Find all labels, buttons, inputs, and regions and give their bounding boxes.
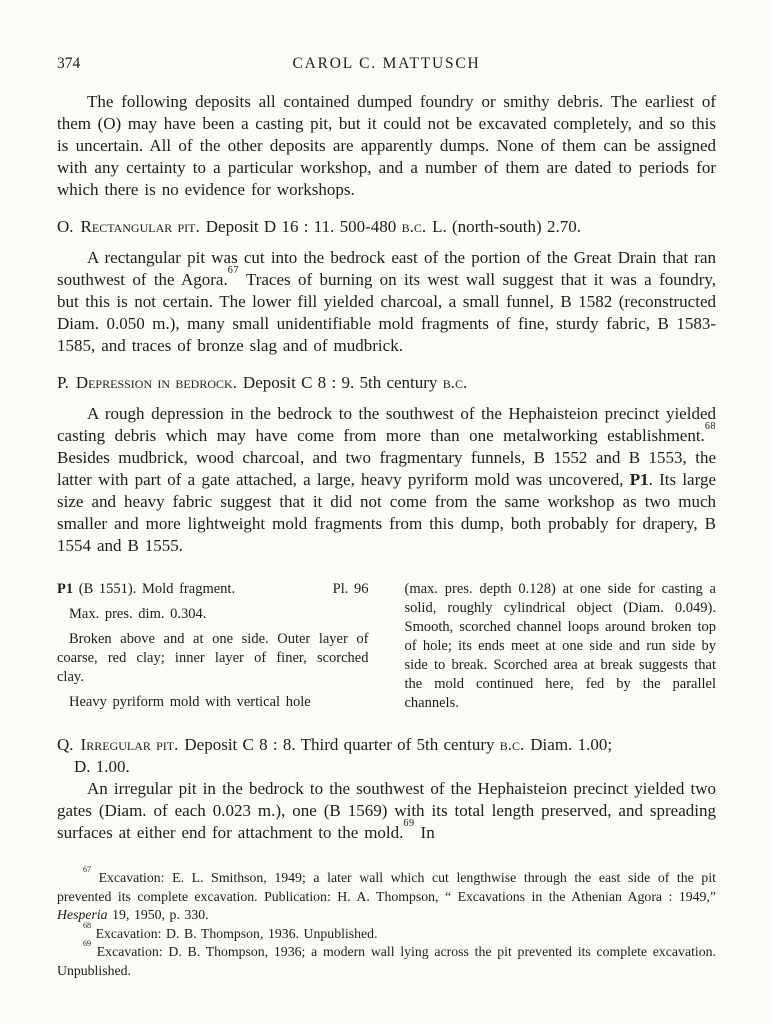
section-q-detail: Deposit C 8 : 8. Third quarter of 5th century xyxy=(184,735,495,754)
footnote-68 xyxy=(57,920,716,944)
catalog-entry-p1 xyxy=(57,580,716,713)
catalog-id-inline: P1 xyxy=(629,470,649,489)
footnote-67-text: Excavation: E. L. Smithson, 1949; a later wall which cut lengthwise through the east side of the pit prevented its complete excavation. Publication: H. A. Thompson, “ Excavations in the Athenian Agora : 1949,” xyxy=(57,870,716,904)
running-head: CAROL C. MATTUSCH xyxy=(292,55,481,72)
section-o-text-1: A rectangular pit was cut into the bedrock east of the portion of the Great Drain that ran southwest of the Agora. xyxy=(57,248,716,289)
section-o-detail: Deposit D 16 : 11. 500-480 xyxy=(205,217,397,236)
bc-abbr: b.c. xyxy=(442,373,468,392)
section-q-text-2: In xyxy=(420,823,435,842)
section-q-letter: Q. xyxy=(57,735,74,754)
section-q-paragraph xyxy=(57,778,716,844)
bc-abbr: b.c. xyxy=(401,217,427,236)
catalog-right-column xyxy=(405,580,717,713)
footnote-ref-69: 69 xyxy=(403,818,415,830)
section-o-paragraph xyxy=(57,247,716,357)
footnote-67-journal: Hesperia xyxy=(57,907,108,922)
footnote-69 xyxy=(57,939,716,980)
section-q-detail-post: Diam. 1.00; xyxy=(530,735,613,754)
footnote-68-number: 68 xyxy=(83,920,91,930)
section-p-letter: P. xyxy=(57,373,69,392)
catalog-entry-title xyxy=(57,580,235,599)
footnote-67 xyxy=(57,865,716,925)
section-p-text-1: A rough depression in the bedrock to the southwest of the Hephaisteion precinct yielded casting debris which may have come from more than one metalworking establishment. xyxy=(57,404,716,445)
page-header xyxy=(57,55,716,72)
catalog-dimensions: Max. pres. dim. 0.304. xyxy=(69,606,207,622)
footnote-ref-67: 67 xyxy=(227,265,239,277)
footnote-68-text: Excavation: D. B. Thompson, 1936. Unpublished. xyxy=(95,925,378,941)
section-q-heading xyxy=(57,734,716,778)
section-p-heading xyxy=(57,372,716,394)
footnote-67-number: 67 xyxy=(83,865,91,875)
catalog-title-rest: (B 1551). Mold fragment. xyxy=(73,581,236,597)
section-q-heading-line2: D. 1.00. xyxy=(74,757,130,776)
section-o-detail-post: L. (north-south) 2.70. xyxy=(432,217,581,236)
catalog-entry-head xyxy=(57,580,369,599)
footnote-ref-68: 68 xyxy=(704,421,716,433)
footnote-69-number: 69 xyxy=(83,939,91,949)
footnote-69-text: Excavation: D. B. Thompson, 1936; a modern wall lying across the pit prevented its complete excavation. Unpublished. xyxy=(57,944,716,978)
catalog-description-right: (max. pres. depth 0.128) at one side for casting a solid, roughly cylindrical object (Diam. 0.049). Smooth, scorched channel loops around broken top of hole; its ends meet at one side and run side by side to break. Scorched area at break suggests that the mold continued here, fed by the parallel channels. xyxy=(404,581,716,711)
bc-abbr: b.c. xyxy=(499,735,525,754)
page-number: 374 xyxy=(57,55,81,72)
catalog-id: P1 xyxy=(57,581,74,597)
footnote-67-text-2: 19, 1950, p. 330. xyxy=(107,907,209,922)
section-p-text-3: . Its large size and heavy fabric suggest that it did not come from the same workshop as two much smaller and more lightweight mold fragments from this dump, both probably for drapery, B 1554 and B 1555. xyxy=(57,470,716,555)
footnotes-block xyxy=(57,865,716,980)
section-o-letter: O. xyxy=(57,217,74,236)
section-p-paragraph xyxy=(57,403,716,557)
section-p-text-2: Besides mudbrick, wood charcoal, and two fragmentary funnels, B 1552 and B 1553, the latter with part of a gate attached, a large, heavy pyriform mold was uncovered, xyxy=(57,448,716,489)
plate-reference: Pl. 96 xyxy=(332,581,369,597)
catalog-left-column xyxy=(57,580,369,713)
section-q-heading-block xyxy=(57,734,716,778)
section-q-title: Irregular pit. xyxy=(80,735,179,754)
catalog-description-left: Heavy pyriform mold with vertical hole xyxy=(69,694,311,710)
catalog-condition: Broken above and at one side. Outer layer of coarse, red clay; inner layer of finer, scorched clay. xyxy=(57,631,369,685)
section-o-text-2: Traces of burning on its west wall suggest that it was a foundry, but this is not certain. The lower fill yielded charcoal, a small funnel, B 1582 (reconstructed Diam. 0.050 m.), many small unidentifiable mold fragments of fine, sturdy fabric, B 1583-1585, and traces of bronze slag and of mudbrick. xyxy=(57,270,716,355)
section-o-title: Rectangular pit. xyxy=(80,217,200,236)
intro-paragraph: The following deposits all contained dumped foundry or smithy debris. The earliest of them (O) may have been a casting pit, but it could not be excavated completely, and so this is uncertain. All of the other deposits are apparently dumps. None of them can be assigned with any certainty to a particular workshop, and a number of them are dated to periods for which there is no evidence for workshops. xyxy=(57,92,716,199)
section-p-title: Depression in bedrock. xyxy=(75,373,237,392)
section-p-detail: Deposit C 8 : 9. 5th century xyxy=(242,373,438,392)
section-o-heading xyxy=(57,216,716,238)
section-q-text-1: An irregular pit in the bedrock to the southwest of the Hephaisteion precinct yielded two gates (Diam. of each 0.023 m.), one (B 1569) with its total length preserved, and spreading surfaces at either end for attachment to the mold. xyxy=(57,779,716,842)
